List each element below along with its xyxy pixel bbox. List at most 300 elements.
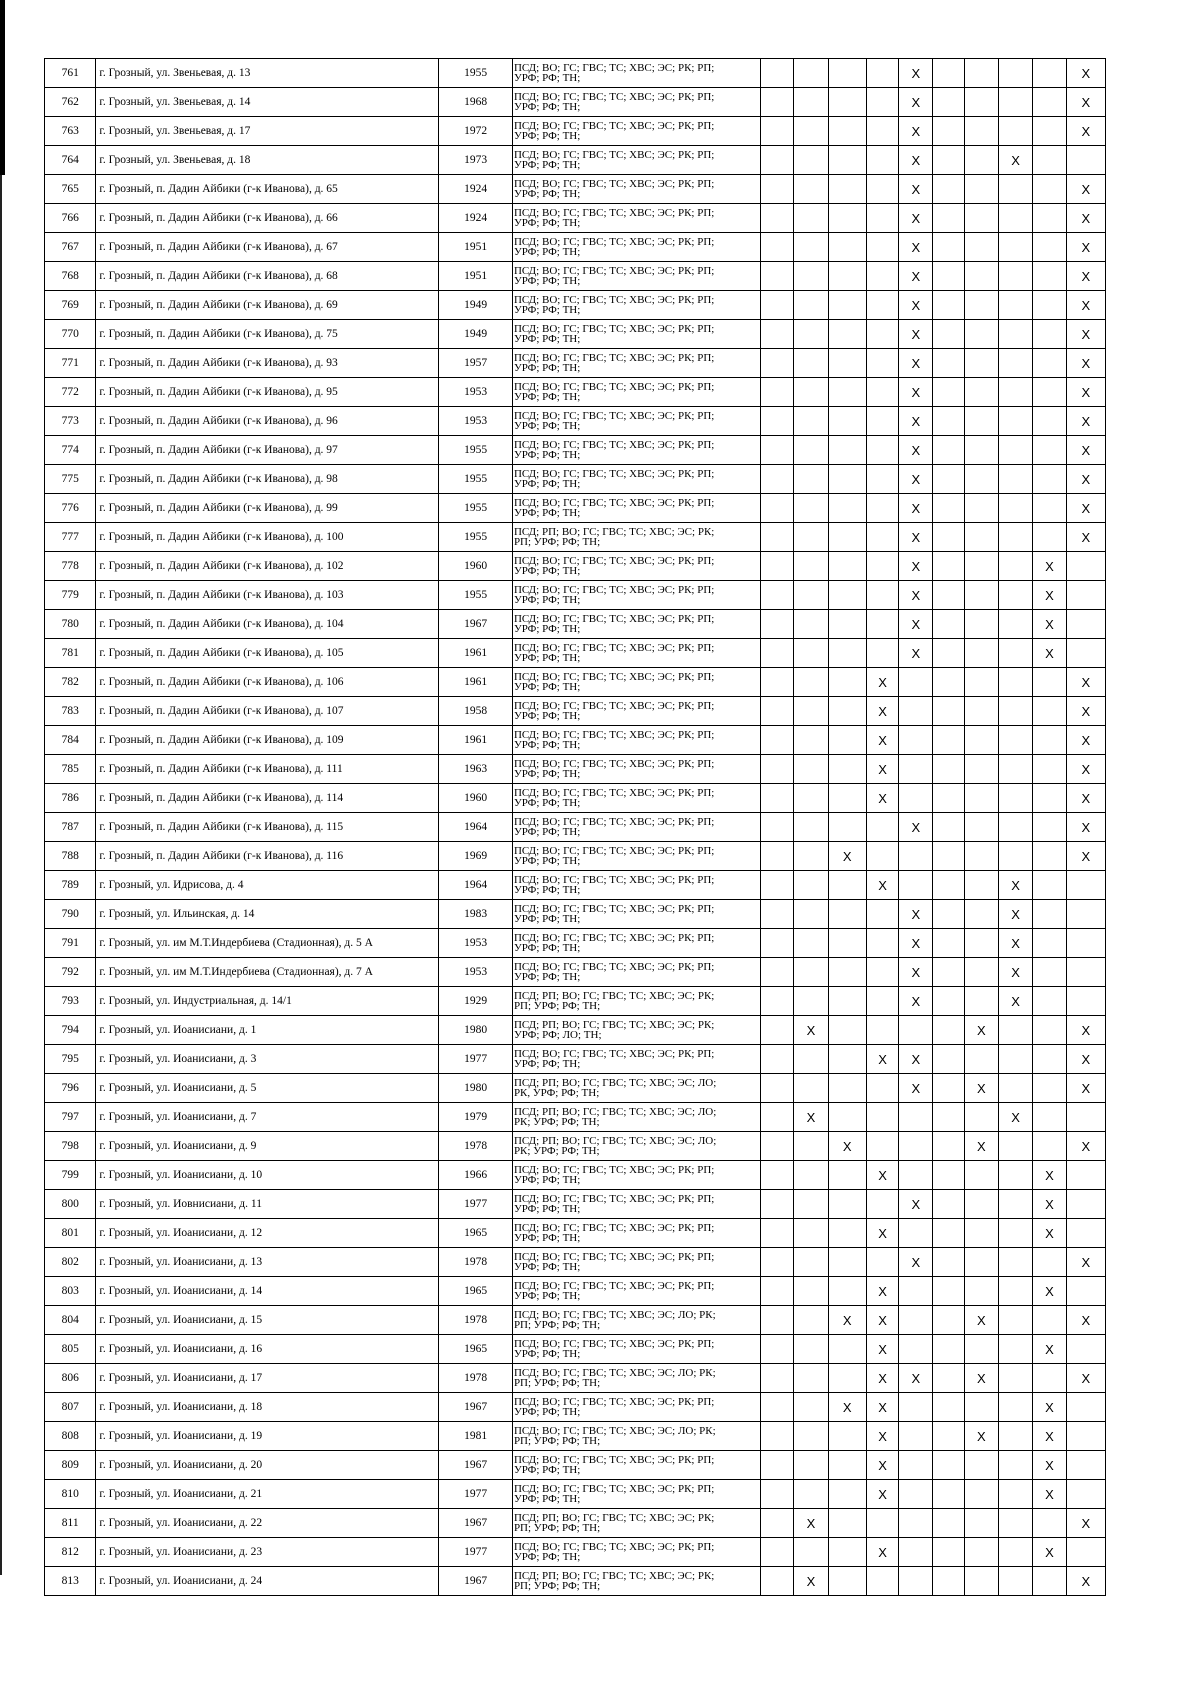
works-line-2: УРФ; РФ; ТН; bbox=[513, 275, 581, 287]
mark-cell bbox=[933, 523, 964, 552]
mark-cell: X bbox=[1033, 610, 1066, 639]
mark-cell bbox=[794, 784, 828, 813]
mark-cell: X bbox=[828, 1132, 866, 1161]
mark-cell: X bbox=[1066, 494, 1105, 523]
mark-cell bbox=[998, 1190, 1032, 1219]
row-address: г. Грозный, ул. Ильинская, д. 14 bbox=[96, 900, 439, 929]
mark-cell bbox=[998, 1393, 1032, 1422]
mark-cell: X bbox=[899, 117, 933, 146]
mark-cell bbox=[933, 1103, 964, 1132]
mark-cell: X bbox=[866, 1451, 898, 1480]
row-number: 801 bbox=[45, 1219, 96, 1248]
works-line-1: ПСД; ВО; ГС; ГВС; ТС; ХВС; ЭС; РК; РП; bbox=[513, 1540, 715, 1553]
mark-cell bbox=[899, 1393, 933, 1422]
mark-cell bbox=[866, 117, 898, 146]
mark-cell bbox=[998, 1132, 1032, 1161]
table-body bbox=[45, 59, 1106, 1596]
row-address: г. Грозный, ул. Иоанисиани, д. 13 bbox=[96, 1248, 439, 1277]
works-line-1: ПСД; РП; ВО; ГС; ГВС; ТС; ХВС; ЭС; ЛО; bbox=[513, 1134, 717, 1147]
mark-cell bbox=[964, 552, 998, 581]
mark-cell bbox=[899, 1219, 933, 1248]
mark-cell bbox=[933, 233, 964, 262]
mark-cell bbox=[1033, 349, 1066, 378]
mark-cell bbox=[1066, 639, 1105, 668]
works-line-1: ПСД; ВО; ГС; ГВС; ТС; ХВС; ЭС; РК; РП; bbox=[513, 409, 715, 422]
mark-cell: X bbox=[899, 1248, 933, 1277]
mark-cell: X bbox=[899, 523, 933, 552]
mark-cell bbox=[899, 1335, 933, 1364]
works-line-1: ПСД; ВО; ГС; ГВС; ТС; ХВС; ЭС; РК; РП; bbox=[513, 902, 715, 915]
row-number: 811 bbox=[45, 1509, 96, 1538]
works-line-1: ПСД; ВО; ГС; ГВС; ТС; ХВС; ЭС; РК; РП; bbox=[513, 960, 715, 973]
table-row bbox=[45, 871, 1106, 900]
row-number: 809 bbox=[45, 1451, 96, 1480]
mark-cell bbox=[761, 175, 794, 204]
mark-cell bbox=[761, 1219, 794, 1248]
mark-cell: X bbox=[899, 407, 933, 436]
mark-cell bbox=[998, 349, 1032, 378]
works-line-2: РП; УРФ; РФ; ТН; bbox=[513, 1377, 601, 1389]
row-works bbox=[512, 523, 760, 552]
mark-cell bbox=[866, 262, 898, 291]
mark-cell: X bbox=[866, 697, 898, 726]
mark-cell: X bbox=[866, 1364, 898, 1393]
table-row bbox=[45, 349, 1106, 378]
mark-cell bbox=[933, 1538, 964, 1567]
mark-cell bbox=[933, 929, 964, 958]
mark-cell bbox=[1033, 291, 1066, 320]
row-works bbox=[512, 697, 760, 726]
works-line-2: УРФ; РФ; ТН; bbox=[513, 884, 581, 896]
works-line-2: РП; УРФ; РФ; ТН; bbox=[513, 1000, 601, 1012]
row-address: г. Грозный, п. Дадин Айбики (г-к Иванова), д. 104 bbox=[96, 610, 439, 639]
works-line-2: УРФ; РФ; ТН; bbox=[513, 420, 581, 432]
mark-cell: X bbox=[866, 668, 898, 697]
mark-cell bbox=[866, 1103, 898, 1132]
mark-cell: X bbox=[899, 639, 933, 668]
table-row bbox=[45, 175, 1106, 204]
mark-cell: X bbox=[828, 1393, 866, 1422]
mark-cell: X bbox=[1066, 1248, 1105, 1277]
mark-cell bbox=[828, 291, 866, 320]
mark-cell bbox=[761, 59, 794, 88]
works-line-2: УРФ; РФ; ТН; bbox=[513, 594, 581, 606]
row-number: 771 bbox=[45, 349, 96, 378]
row-year: 1969 bbox=[439, 842, 513, 871]
mark-cell bbox=[761, 1335, 794, 1364]
mark-cell: X bbox=[866, 1045, 898, 1074]
table-row bbox=[45, 262, 1106, 291]
mark-cell bbox=[828, 320, 866, 349]
mark-cell bbox=[866, 465, 898, 494]
mark-cell bbox=[794, 958, 828, 987]
mark-cell bbox=[1033, 320, 1066, 349]
mark-cell: X bbox=[866, 755, 898, 784]
works-line-1: ПСД; ВО; ГС; ГВС; ТС; ХВС; ЭС; РК; РП; bbox=[513, 1482, 715, 1495]
row-year: 1967 bbox=[439, 610, 513, 639]
row-works bbox=[512, 320, 760, 349]
mark-cell bbox=[866, 1074, 898, 1103]
mark-cell bbox=[866, 958, 898, 987]
row-year: 1966 bbox=[439, 1161, 513, 1190]
table-row bbox=[45, 610, 1106, 639]
row-number: 812 bbox=[45, 1538, 96, 1567]
table-row bbox=[45, 1422, 1106, 1451]
row-address: г. Грозный, п. Дадин Айбики (г-к Иванова), д. 106 bbox=[96, 668, 439, 697]
row-address: г. Грозный, п. Дадин Айбики (г-к Иванова), д. 98 bbox=[96, 465, 439, 494]
row-address: г. Грозный, п. Дадин Айбики (г-к Иванова), д. 99 bbox=[96, 494, 439, 523]
mark-cell bbox=[933, 1190, 964, 1219]
row-number: 763 bbox=[45, 117, 96, 146]
mark-cell bbox=[1033, 1103, 1066, 1132]
mark-cell bbox=[1033, 59, 1066, 88]
works-line-2: УРФ; РФ; ТН; bbox=[513, 971, 581, 983]
mark-cell bbox=[761, 1132, 794, 1161]
mark-cell bbox=[933, 697, 964, 726]
mark-cell bbox=[761, 639, 794, 668]
mark-cell bbox=[761, 1277, 794, 1306]
row-year: 1960 bbox=[439, 552, 513, 581]
mark-cell bbox=[866, 1132, 898, 1161]
mark-cell: X bbox=[899, 291, 933, 320]
mark-cell bbox=[794, 1480, 828, 1509]
mark-cell bbox=[998, 1480, 1032, 1509]
works-line-1: ПСД; ВО; ГС; ГВС; ТС; ХВС; ЭС; РК; РП; bbox=[513, 380, 715, 393]
works-line-1: ПСД; ВО; ГС; ГВС; ТС; ХВС; ЭС; РК; РП; bbox=[513, 757, 715, 770]
mark-cell bbox=[964, 262, 998, 291]
row-works bbox=[512, 204, 760, 233]
mark-cell bbox=[866, 88, 898, 117]
table-row bbox=[45, 407, 1106, 436]
mark-cell bbox=[1033, 1509, 1066, 1538]
works-line-2: УРФ; РФ; ТН; bbox=[513, 652, 581, 664]
row-number: 790 bbox=[45, 900, 96, 929]
mark-cell bbox=[866, 900, 898, 929]
mark-cell bbox=[899, 1306, 933, 1335]
mark-cell bbox=[1033, 1567, 1066, 1596]
mark-cell bbox=[1033, 88, 1066, 117]
mark-cell bbox=[761, 1161, 794, 1190]
mark-cell bbox=[933, 204, 964, 233]
table-row bbox=[45, 117, 1106, 146]
works-line-2: УРФ; РФ; ТН; bbox=[513, 101, 581, 113]
mark-cell bbox=[761, 407, 794, 436]
mark-cell bbox=[1033, 233, 1066, 262]
row-works bbox=[512, 1480, 760, 1509]
mark-cell bbox=[828, 552, 866, 581]
row-address: г. Грозный, п. Дадин Айбики (г-к Иванова), д. 109 bbox=[96, 726, 439, 755]
mark-cell bbox=[828, 813, 866, 842]
mark-cell bbox=[1033, 726, 1066, 755]
mark-cell bbox=[964, 88, 998, 117]
works-line-2: УРФ; РФ; ТН; bbox=[513, 159, 581, 171]
mark-cell bbox=[1033, 987, 1066, 1016]
row-address: г. Грозный, ул. Иоанисиани, д. 24 bbox=[96, 1567, 439, 1596]
mark-cell: X bbox=[794, 1016, 828, 1045]
mark-cell: X bbox=[866, 1306, 898, 1335]
mark-cell bbox=[933, 117, 964, 146]
row-works bbox=[512, 494, 760, 523]
row-works bbox=[512, 1103, 760, 1132]
row-address: г. Грозный, п. Дадин Айбики (г-к Иванова), д. 100 bbox=[96, 523, 439, 552]
works-line-1: ПСД; ВО; ГС; ГВС; ТС; ХВС; ЭС; РК; РП; bbox=[513, 293, 715, 306]
mark-cell bbox=[964, 407, 998, 436]
mark-cell bbox=[933, 349, 964, 378]
works-line-2: УРФ; РФ; ТН; bbox=[513, 797, 581, 809]
mark-cell bbox=[761, 610, 794, 639]
mark-cell bbox=[761, 813, 794, 842]
mark-cell: X bbox=[1033, 1451, 1066, 1480]
works-line-2: РК, УРФ; РФ; ТН; bbox=[513, 1087, 600, 1099]
row-works bbox=[512, 117, 760, 146]
mark-cell bbox=[761, 378, 794, 407]
row-year: 1953 bbox=[439, 929, 513, 958]
mark-cell bbox=[828, 262, 866, 291]
table-row bbox=[45, 929, 1106, 958]
row-year: 1961 bbox=[439, 726, 513, 755]
mark-cell bbox=[794, 262, 828, 291]
table-row bbox=[45, 813, 1106, 842]
mark-cell bbox=[964, 320, 998, 349]
row-number: 808 bbox=[45, 1422, 96, 1451]
mark-cell bbox=[828, 610, 866, 639]
mark-cell bbox=[933, 1451, 964, 1480]
works-line-1: ПСД; РП; ВО; ГС; ГВС; ТС; ХВС; ЭС; РК; bbox=[513, 525, 715, 538]
row-year: 1977 bbox=[439, 1190, 513, 1219]
mark-cell bbox=[899, 842, 933, 871]
mark-cell: X bbox=[964, 1132, 998, 1161]
table-row bbox=[45, 436, 1106, 465]
mark-cell bbox=[899, 1132, 933, 1161]
mark-cell bbox=[761, 726, 794, 755]
mark-cell bbox=[964, 523, 998, 552]
works-line-1: ПСД; ВО; ГС; ГВС; ТС; ХВС; ЭС; РК; РП; bbox=[513, 206, 715, 219]
mark-cell bbox=[964, 813, 998, 842]
works-line-1: ПСД; ВО; ГС; ГВС; ТС; ХВС; ЭС; РК; РП; bbox=[513, 1047, 715, 1060]
row-number: 796 bbox=[45, 1074, 96, 1103]
row-address: г. Грозный, п. Дадин Айбики (г-к Иванова), д. 95 bbox=[96, 378, 439, 407]
mark-cell: X bbox=[899, 987, 933, 1016]
row-year: 1977 bbox=[439, 1045, 513, 1074]
mark-cell bbox=[933, 552, 964, 581]
mark-cell bbox=[1033, 146, 1066, 175]
table-row bbox=[45, 900, 1106, 929]
row-number: 761 bbox=[45, 59, 96, 88]
row-year: 1953 bbox=[439, 378, 513, 407]
mark-cell bbox=[998, 697, 1032, 726]
row-works bbox=[512, 929, 760, 958]
works-line-1: ПСД; РП; ВО; ГС; ГВС; ТС; ХВС; ЭС; РК; bbox=[513, 1511, 715, 1524]
mark-cell bbox=[933, 320, 964, 349]
works-line-1: ПСД; ВО; ГС; ГВС; ТС; ХВС; ЭС; РК; РП; bbox=[513, 554, 715, 567]
works-line-2: УРФ; РФ; ТН; bbox=[513, 478, 581, 490]
mark-cell bbox=[794, 581, 828, 610]
mark-cell bbox=[1066, 1190, 1105, 1219]
row-works bbox=[512, 175, 760, 204]
table-row bbox=[45, 523, 1106, 552]
mark-cell bbox=[794, 1045, 828, 1074]
mark-cell: X bbox=[899, 1364, 933, 1393]
mark-cell bbox=[794, 1248, 828, 1277]
mark-cell bbox=[1066, 1277, 1105, 1306]
row-works bbox=[512, 436, 760, 465]
mark-cell bbox=[964, 987, 998, 1016]
mark-cell bbox=[761, 784, 794, 813]
mark-cell bbox=[866, 552, 898, 581]
row-number: 762 bbox=[45, 88, 96, 117]
mark-cell: X bbox=[964, 1364, 998, 1393]
row-number: 782 bbox=[45, 668, 96, 697]
row-number: 805 bbox=[45, 1335, 96, 1364]
mark-cell bbox=[794, 407, 828, 436]
mark-cell bbox=[866, 175, 898, 204]
works-line-2: РП; УРФ; РФ; ТН; bbox=[513, 1522, 601, 1534]
mark-cell bbox=[899, 1161, 933, 1190]
works-line-2: УРФ; РФ; ТН; bbox=[513, 507, 581, 519]
mark-cell: X bbox=[794, 1567, 828, 1596]
row-works bbox=[512, 900, 760, 929]
mark-cell bbox=[794, 59, 828, 88]
mark-cell bbox=[933, 610, 964, 639]
row-works bbox=[512, 668, 760, 697]
mark-cell: X bbox=[1066, 697, 1105, 726]
row-number: 803 bbox=[45, 1277, 96, 1306]
row-address: г. Грозный, п. Дадин Айбики (г-к Иванова), д. 115 bbox=[96, 813, 439, 842]
mark-cell bbox=[933, 146, 964, 175]
mark-cell bbox=[998, 117, 1032, 146]
table-row bbox=[45, 88, 1106, 117]
mark-cell bbox=[998, 842, 1032, 871]
mark-cell: X bbox=[899, 320, 933, 349]
mark-cell bbox=[933, 726, 964, 755]
works-line-1: ПСД; ВО; ГС; ГВС; ТС; ХВС; ЭС; ЛО; РК; bbox=[513, 1308, 716, 1321]
row-address: г. Грозный, п. Дадин Айбики (г-к Иванова), д. 67 bbox=[96, 233, 439, 262]
row-year: 1949 bbox=[439, 291, 513, 320]
row-year: 1964 bbox=[439, 813, 513, 842]
mark-cell bbox=[1033, 436, 1066, 465]
row-works bbox=[512, 755, 760, 784]
mark-cell bbox=[866, 610, 898, 639]
mark-cell bbox=[933, 842, 964, 871]
mark-cell bbox=[761, 552, 794, 581]
mark-cell bbox=[964, 436, 998, 465]
works-line-1: ПСД; ВО; ГС; ГВС; ТС; ХВС; ЭС; РК; РП; bbox=[513, 583, 715, 596]
works-line-2: УРФ; РФ; ТН; bbox=[513, 449, 581, 461]
row-year: 1964 bbox=[439, 871, 513, 900]
mark-cell: X bbox=[794, 1509, 828, 1538]
mark-cell bbox=[1033, 784, 1066, 813]
mark-cell bbox=[761, 1016, 794, 1045]
row-works bbox=[512, 1132, 760, 1161]
works-line-1: ПСД; ВО; ГС; ГВС; ТС; ХВС; ЭС; РК; РП; bbox=[513, 235, 715, 248]
table-row bbox=[45, 204, 1106, 233]
works-line-1: ПСД; ВО; ГС; ГВС; ТС; ХВС; ЭС; РК; РП; bbox=[513, 873, 715, 886]
mark-cell bbox=[761, 349, 794, 378]
mark-cell bbox=[964, 1335, 998, 1364]
mark-cell bbox=[828, 523, 866, 552]
mark-cell: X bbox=[1066, 233, 1105, 262]
mark-cell: X bbox=[899, 146, 933, 175]
mark-cell bbox=[933, 378, 964, 407]
mark-cell bbox=[933, 494, 964, 523]
mark-cell bbox=[794, 842, 828, 871]
mark-cell bbox=[866, 378, 898, 407]
mark-cell: X bbox=[866, 1219, 898, 1248]
mark-cell bbox=[761, 1103, 794, 1132]
mark-cell bbox=[1066, 581, 1105, 610]
mark-cell: X bbox=[866, 1335, 898, 1364]
mark-cell bbox=[998, 204, 1032, 233]
mark-cell bbox=[1066, 1480, 1105, 1509]
mark-cell: X bbox=[1066, 59, 1105, 88]
mark-cell: X bbox=[964, 1306, 998, 1335]
row-year: 1955 bbox=[439, 494, 513, 523]
mark-cell bbox=[933, 639, 964, 668]
works-line-2: УРФ; РФ; ТН; bbox=[513, 1290, 581, 1302]
mark-cell bbox=[761, 1567, 794, 1596]
mark-cell bbox=[828, 1190, 866, 1219]
mark-cell: X bbox=[1033, 1480, 1066, 1509]
row-number: 804 bbox=[45, 1306, 96, 1335]
row-works bbox=[512, 146, 760, 175]
row-year: 1961 bbox=[439, 639, 513, 668]
row-year: 1967 bbox=[439, 1393, 513, 1422]
table-row bbox=[45, 552, 1106, 581]
works-line-1: ПСД; ВО; ГС; ГВС; ТС; ХВС; ЭС; РК; РП; bbox=[513, 931, 715, 944]
mark-cell bbox=[933, 1306, 964, 1335]
row-number: 765 bbox=[45, 175, 96, 204]
row-address: г. Грозный, ул. Иоанисиани, д. 16 bbox=[96, 1335, 439, 1364]
mark-cell bbox=[933, 1016, 964, 1045]
mark-cell: X bbox=[828, 842, 866, 871]
mark-cell bbox=[828, 88, 866, 117]
row-works bbox=[512, 349, 760, 378]
mark-cell bbox=[1033, 494, 1066, 523]
works-line-2: УРФ; РФ; ТН; bbox=[513, 855, 581, 867]
works-line-1: ПСД; ВО; ГС; ГВС; ТС; ХВС; ЭС; РК; РП; bbox=[513, 90, 715, 103]
works-line-2: УРФ; РФ; ТН; bbox=[513, 623, 581, 635]
row-address: г. Грозный, ул. Иоанисиани, д. 12 bbox=[96, 1219, 439, 1248]
mark-cell: X bbox=[998, 871, 1032, 900]
works-line-1: ПСД; ВО; ГС; ГВС; ТС; ХВС; ЭС; РК; РП; bbox=[513, 1279, 715, 1292]
mark-cell: X bbox=[866, 1277, 898, 1306]
scan-edge bbox=[0, 0, 5, 175]
mark-cell bbox=[828, 668, 866, 697]
row-address: г. Грозный, ул. Иоанисиани, д. 5 bbox=[96, 1074, 439, 1103]
mark-cell bbox=[998, 813, 1032, 842]
works-line-1: ПСД; ВО; ГС; ГВС; ТС; ХВС; ЭС; РК; РП; bbox=[513, 612, 715, 625]
mark-cell bbox=[828, 407, 866, 436]
row-address: г. Грозный, п. Дадин Айбики (г-к Иванова), д. 97 bbox=[96, 436, 439, 465]
table-row bbox=[45, 842, 1106, 871]
row-works bbox=[512, 1509, 760, 1538]
table-row bbox=[45, 465, 1106, 494]
mark-cell bbox=[828, 755, 866, 784]
row-number: 793 bbox=[45, 987, 96, 1016]
mark-cell bbox=[964, 1480, 998, 1509]
row-number: 810 bbox=[45, 1480, 96, 1509]
mark-cell bbox=[998, 233, 1032, 262]
mark-cell bbox=[964, 146, 998, 175]
mark-cell bbox=[828, 1103, 866, 1132]
mark-cell: X bbox=[899, 958, 933, 987]
mark-cell bbox=[794, 523, 828, 552]
mark-cell bbox=[964, 668, 998, 697]
mark-cell bbox=[794, 291, 828, 320]
mark-cell: X bbox=[1066, 407, 1105, 436]
mark-cell: X bbox=[1066, 204, 1105, 233]
row-works bbox=[512, 958, 760, 987]
